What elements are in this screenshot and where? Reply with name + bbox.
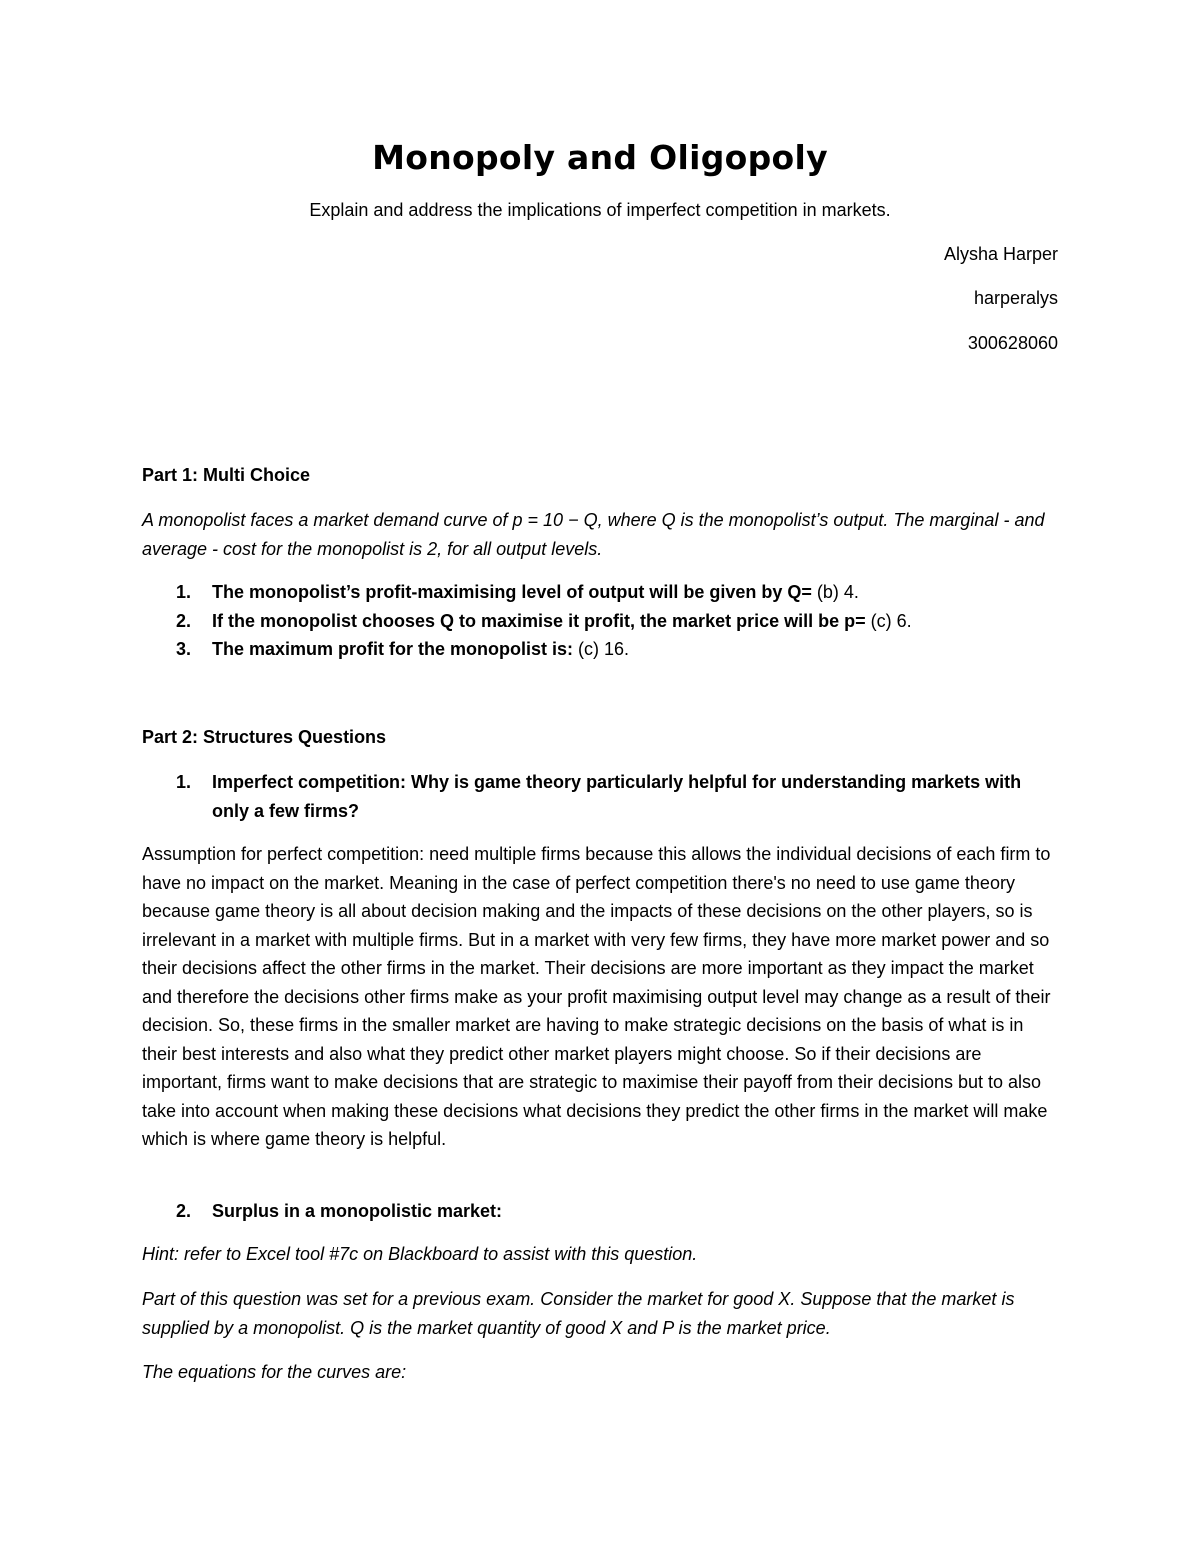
list-item bbox=[142, 1197, 1062, 1226]
document-title: Monopoly and Oligopoly bbox=[372, 138, 828, 177]
list-item bbox=[142, 578, 1062, 607]
question-text: Imperfect competition: Why is game theory particularly helpful for understanding markets with only a few firms? bbox=[212, 772, 1022, 821]
list-number: 1. bbox=[176, 772, 192, 792]
list-item bbox=[142, 635, 1062, 664]
context-text: Part of this question was set for a previous exam. Consider the market for good X. Suppose that the market is supplied by a monopolist. Q is the market quantity of good X and P is the market price. bbox=[142, 1289, 1015, 1338]
list-item bbox=[142, 607, 1062, 636]
part2-heading: Part 2: Structures Questions bbox=[142, 727, 387, 747]
list-number: 1. bbox=[176, 582, 192, 602]
list-number: 2. bbox=[176, 1201, 192, 1221]
student-id: 300628060 bbox=[967, 333, 1058, 353]
hint-text: Hint: refer to Excel tool #7c on Blackboard to assist with this question. bbox=[142, 1244, 698, 1264]
answer-text: (c) 6. bbox=[865, 610, 912, 631]
list-item bbox=[142, 768, 1062, 825]
answer-text: (c) 16. bbox=[573, 639, 630, 659]
document-subtitle: Explain and address the implications of imperfect competition in markets. bbox=[309, 200, 891, 220]
part1-answer-list bbox=[142, 578, 1062, 664]
question-text: The maximum profit for the monopolist is: bbox=[212, 639, 574, 659]
equations-intro: The equations for the curves are: bbox=[142, 1362, 407, 1382]
author-username: harperalys bbox=[973, 288, 1058, 308]
part1-intro: A monopolist faces a market demand curve of p = 10 − Q, where Q is the monopolist’s output. The marginal - and average - cost for the monopolist is 2, for all output levels. bbox=[142, 510, 1045, 559]
part1-heading: Part 1: Multi Choice bbox=[142, 465, 311, 485]
answer-text: (b) 4. bbox=[811, 582, 859, 602]
part2-question-1 bbox=[142, 768, 1062, 825]
question-text: Surplus in a monopolistic market: bbox=[212, 1201, 503, 1221]
question-text: If the monopolist chooses Q to maximise it profit, the market price will be p= bbox=[212, 610, 866, 631]
list-number: 2. bbox=[176, 610, 192, 631]
answer-paragraph: Assumption for perfect competition: need multiple firms because this allows the individual decisions of each firm to have no impact on the market. Meaning in the case of perfect competition there's no need to use game theory because game theory is all about decision making and the impacts of these decisions on the other players, so is irrelevant in a market with multiple firms. But in a market with very few firms, they have more market power and so their decisions affect the other firms in the market. Their decisions are more important as they impact the market and therefore the decisions other firms make as your profit maximising output level may change as a result of their decision. So, these firms in the smaller market are having to make strategic decisions on the basis of what is in their best interests and also what they predict other market players might choose. So if their decisions are important, firms want to make decisions that are strategic to maximise their payoff from their decisions but to also take into account when making these decisions what decisions they predict the other firms in the market will make which is where game theory is helpful. bbox=[142, 844, 1051, 1149]
list-number: 3. bbox=[176, 639, 192, 659]
question-text: The monopolist’s profit-maximising level of output will be given by Q= bbox=[212, 582, 812, 602]
part2-question-2 bbox=[142, 1197, 1062, 1226]
author-name: Alysha Harper bbox=[943, 244, 1058, 264]
